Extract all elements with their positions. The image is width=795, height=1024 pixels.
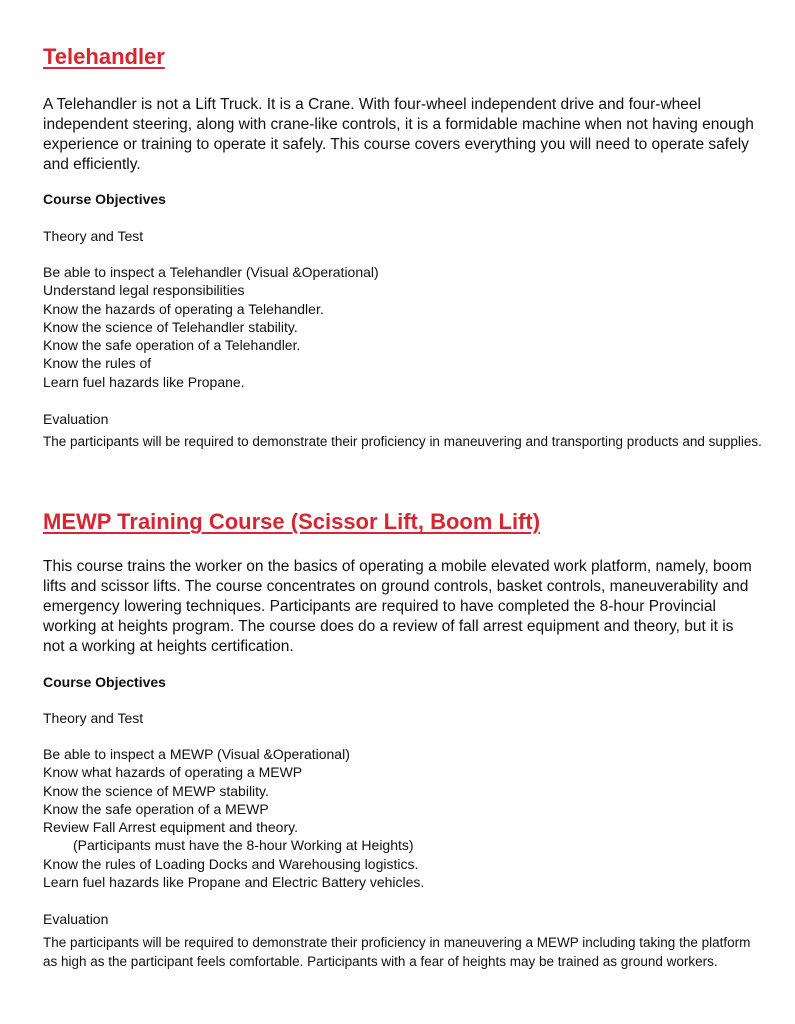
objective-item: Understand legal responsibilities	[43, 282, 245, 299]
objective-item: Know the safe operation of a Telehandler.	[43, 337, 301, 354]
evaluation-heading: Evaluation	[43, 911, 109, 927]
objective-item: Know the rules of	[43, 355, 152, 372]
objective-item: Be able to inspect a Telehandler (Visual &Operational)	[43, 264, 379, 280]
objective-item: Know the rules of Loading Docks and Warehousing logistics.	[43, 855, 419, 872]
objectives-list-telehandler	[43, 263, 379, 391]
theory-and-test-label: Theory and Test	[43, 228, 144, 244]
objective-item: Know the science of MEWP stability.	[43, 782, 269, 799]
objectives-list-mewp	[43, 745, 424, 891]
course-objectives-heading: Course Objectives	[43, 674, 166, 690]
section-title-telehandler: Telehandler	[43, 44, 165, 69]
evaluation-text: The participants will be required to demonstrate their proficiency in maneuvering a MEWP including taking the platform as high as the participant feels comfortable. Participants with a fear of heights may be trained as ground workers.	[43, 935, 751, 969]
section-title-mewp: MEWP Training Course (Scissor Lift, Boom Lift)	[43, 509, 541, 534]
objective-item: Know the hazards of operating a Telehandler.	[43, 300, 324, 317]
objective-item: Know the science of Telehandler stability.	[43, 318, 298, 335]
section-intro-telehandler: A Telehandler is not a Lift Truck. It is a Crane. With four-wheel independent drive and four-wheel independent steering, along with crane-like controls, it is a formidable machine when not having enough experience or training to operate it safely. This course covers everything you will need to operate safely and efficiently.	[43, 96, 754, 173]
course-objectives-heading: Course Objectives	[43, 191, 166, 207]
evaluation-heading: Evaluation	[43, 411, 109, 427]
evaluation-text: The participants will be required to demonstrate their proficiency in maneuvering and transporting products and supplies.	[43, 434, 762, 449]
objective-item: Learn fuel hazards like Propane.	[43, 373, 245, 390]
objective-note: (Participants must have the 8-hour Working at Heights)	[73, 837, 414, 854]
objective-item: Be able to inspect a MEWP (Visual &Operational)	[43, 746, 350, 762]
section-intro-mewp: This course trains the worker on the basics of operating a mobile elevated work platform, namely, boom lifts and scissor lifts. The course concentrates on ground controls, basket controls, maneuverability and emergency lowering techniques. Participants are required to have completed the 8-hour Provincial working at heights program. The course does do a review of fall arrest equipment and theory, but it is not a working at heights certification.	[43, 558, 752, 655]
objective-item: Know the safe operation of a MEWP	[43, 800, 269, 817]
theory-and-test-label: Theory and Test	[43, 710, 144, 726]
objective-item: Learn fuel hazards like Propane and Electric Battery vehicles.	[43, 874, 425, 891]
objective-item: Review Fall Arrest equipment and theory.	[43, 819, 298, 836]
objective-item: Know what hazards of operating a MEWP	[43, 764, 303, 781]
